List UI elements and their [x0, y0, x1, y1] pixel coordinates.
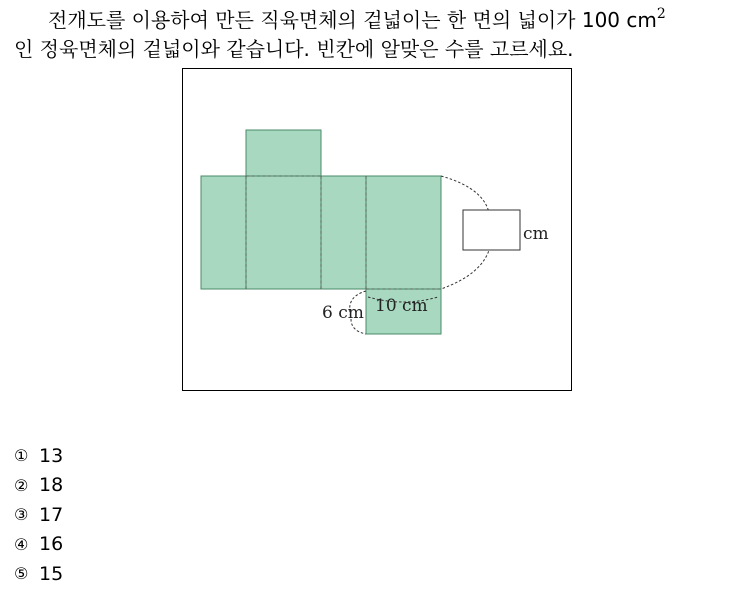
option-5[interactable] [14, 559, 63, 589]
figure-frame [182, 68, 572, 391]
option-2[interactable] [14, 471, 63, 501]
blank-answer-box [463, 210, 520, 250]
width-10cm-label: 10 cm [375, 296, 428, 316]
option-marker: ① [14, 446, 29, 466]
blank-unit-label: cm [523, 224, 549, 244]
option-marker: ④ [14, 534, 29, 554]
option-4[interactable] [14, 530, 63, 560]
option-value: 13 [39, 444, 64, 467]
option-marker: ② [14, 475, 29, 495]
net-face-right [321, 176, 366, 289]
question-text [14, 6, 730, 64]
option-marker: ③ [14, 505, 29, 525]
height-arc [441, 247, 490, 289]
net-face-front [246, 176, 321, 289]
net-face-top [246, 130, 321, 176]
net-face-back [366, 176, 441, 289]
question-text-part2: 인 정육면체의 겉넓이와 같습니다. 빈칸에 알맞은 수를 고르세요. [14, 37, 574, 61]
option-value: 17 [39, 503, 64, 526]
answer-options [14, 441, 63, 589]
depth-6cm-label: 6 cm [322, 303, 364, 323]
option-marker: ⑤ [14, 564, 29, 584]
option-value: 18 [39, 474, 64, 497]
option-value: 15 [39, 562, 64, 585]
option-1[interactable] [14, 441, 63, 471]
question-superscript: 2 [656, 6, 666, 22]
option-3[interactable] [14, 500, 63, 530]
net-face-left [201, 176, 246, 289]
option-value: 16 [39, 533, 64, 556]
question-text-part1: 전개도를 이용하여 만든 직육면체의 겉넓이는 한 면의 넓이가 100 cm [48, 8, 657, 32]
cuboid-net-figure [183, 69, 573, 392]
